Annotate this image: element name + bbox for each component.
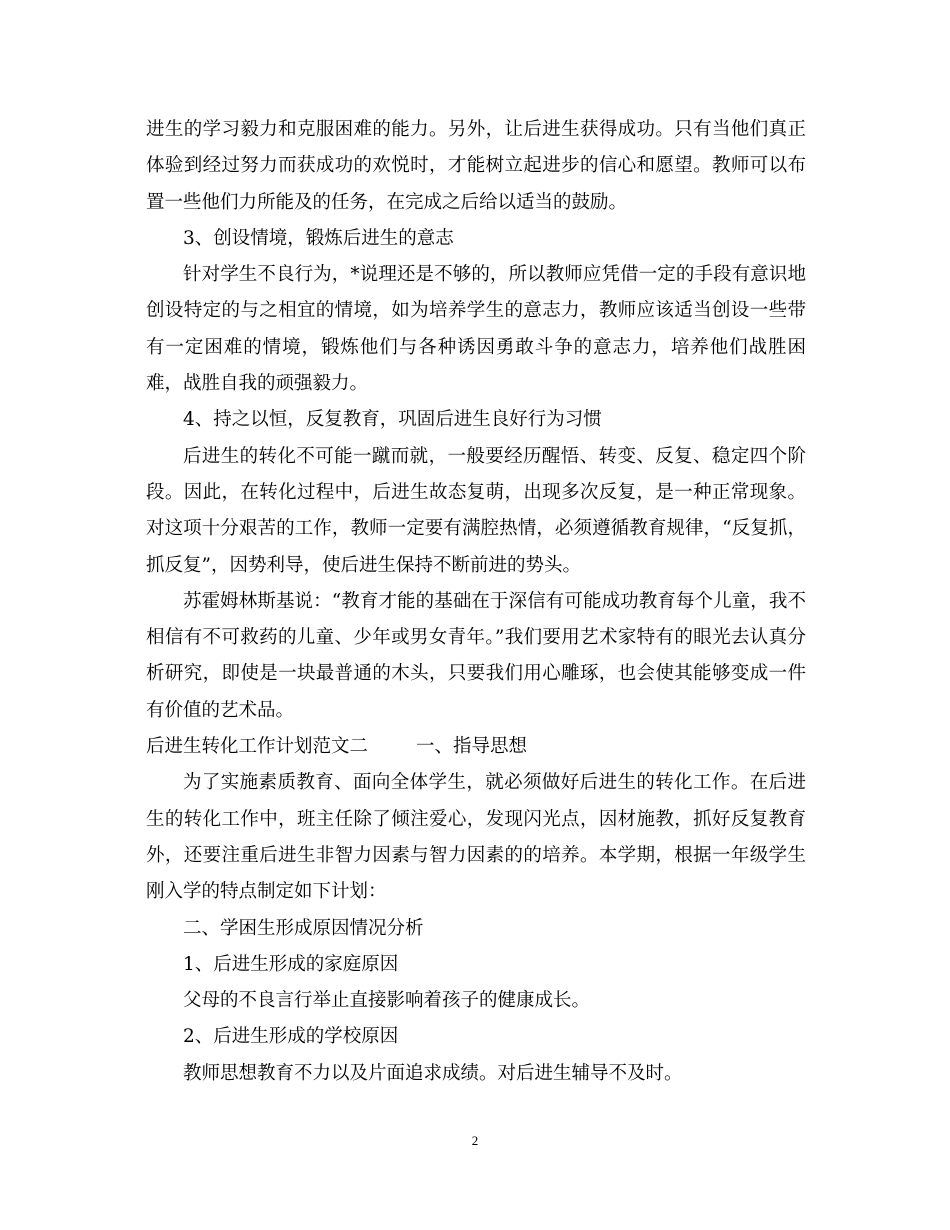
paragraph-school: 教师思想教育不力以及片面追求成绩。对后进生辅导不及时。 <box>183 1062 683 1084</box>
subheading-family: 1、后进生形成的家庭原因 <box>183 953 399 975</box>
section-heading <box>146 729 806 765</box>
page-number: 2 <box>471 1133 479 1148</box>
paragraph-family: 父母的不良言行举止直接影响着孩子的健康成长。 <box>183 990 591 1012</box>
section-subtitle: 一、指导思想 <box>416 736 528 758</box>
document-body <box>146 112 806 1092</box>
paragraph-guiding: 为了实施素质教育、面向全体学生，就必须做好后进生的转化工作。在后进生的转化工作中，班主任除了倾注爱心，发现闪光点，因材施教，抓好反复教育外，还要注重后进生非智力因素与智力因素的的培养。本学期，根据一年级学生刚入学的特点制定如下计划： <box>146 772 806 903</box>
subheading-3: 3、创设情境，锻炼后进生的意志 <box>183 227 454 249</box>
subheading-analysis: 二、学困生形成原因情况分析 <box>183 917 424 939</box>
paragraph-3: 后进生的转化不可能一蹴而就，一般要经历醒悟、转变、反复、稳定四个阶段。因此，在转化过程中，后进生故态复萌，出现多次反复，是一种正常现象。对这项十分艰苦的工作，教师一定要有满腔热情，必须遵循教育规律，“反复抓，抓反复”，因势利导，使后进生保持不断前进的势头。 <box>146 445 806 576</box>
paragraph-1: 进生的学习毅力和克服困难的能力。另外，让后进生获得成功。只有当他们真正体验到经过努力而获成功的欢悦时，才能树立起进步的信心和愿望。教师可以布置一些他们力所能及的任务，在完成之后给以适当的鼓励。 <box>146 119 806 213</box>
subheading-school: 2、后进生形成的学校原因 <box>183 1026 399 1048</box>
section-title: 后进生转化工作计划范文二 <box>146 736 369 758</box>
paragraph-quote: 苏霍姆林斯基说：“教育才能的基础在于深信有可能成功教育每个儿童，我不相信有不可救药的儿童、少年或男女青年。”我们要用艺术家特有的眼光去认真分析研究，即使是一块最普通的木头，只要我们用心雕琢，也会使其能够变成一件有价值的艺术品。 <box>146 590 806 721</box>
subheading-4: 4、持之以恒，反复教育，巩固后进生良好行为习惯 <box>183 409 602 431</box>
paragraph-2: 针对学生不良行为，*说理还是不够的，所以教师应凭借一定的手段有意识地创设特定的与之相宜的情境，如为培养学生的意志力，教师应该适当创设一些带有一定困难的情境，锻炼他们与各种诱因勇敢斗争的意志力，培养他们战胜困难，战胜自我的顽强毅力。 <box>146 264 806 395</box>
